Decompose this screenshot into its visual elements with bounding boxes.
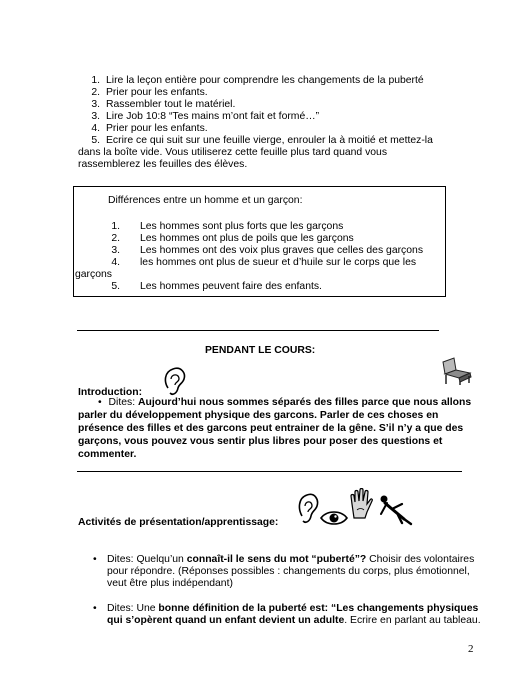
activity-bullet: •	[93, 603, 97, 614]
intro-line: parler du développement physique des garcons. Parler de ces choses en	[78, 410, 439, 421]
intro-line: commenter.	[78, 449, 137, 460]
prep-step: 1. Lire la leçon entière pour comprendre les changements de la puberté	[91, 75, 424, 86]
activities-heading: Activités de présentation/apprentissage:	[78, 517, 279, 528]
activity-item-line: pour répondre. (Réponses possibles : changements du corps, plus émotionnel,	[107, 566, 470, 577]
intro-line: garçons, vous pouvez vous sentir plus libres pour poser des questions et	[78, 436, 443, 447]
prep-step-continuation: rassemblerez les feuilles des élèves.	[78, 159, 248, 170]
intro-paragraph: • Dites: Aujourd’hui nous sommes séparés des filles parce que nous allons	[98, 397, 472, 408]
prep-step: 2. Prier pour les enfants.	[91, 87, 208, 98]
box-title: Différences entre un homme et un garçon:	[108, 195, 303, 206]
ear-icon	[162, 366, 188, 398]
ear-icon	[296, 492, 320, 526]
box-item: 5. Les hommes peuvent faire des enfants.	[111, 281, 322, 292]
activity-item-line: veut être plus indépendant)	[107, 578, 233, 589]
prep-step: 5. Ecrire ce qui suit sur une feuille vierge, enrouler la à moitié et mettez-la	[91, 135, 433, 146]
box-item: 1. Les hommes sont plus forts que les garçons	[111, 221, 344, 232]
activity-item: Dites: Quelqu’un connaît-il le sens du mot “puberté”? Choisir des volontaires	[107, 554, 475, 565]
activity-item: Dites: Une bonne définition de la puberté est: “Les changements physiques	[107, 603, 479, 614]
hand-icon	[348, 488, 374, 520]
box-item: 4. les hommes ont plus de sueur et d’huile sur le corps que les	[111, 257, 417, 268]
stretching-person-icon	[378, 492, 414, 526]
prep-step-continuation: dans la boîte vide. Vous utiliserez cette feuille plus tard quand vous	[78, 147, 388, 158]
activity-item-line: qui s’opèrent quand un enfant devient un adulte. Ecrire en parlant au tableau.	[107, 615, 481, 626]
eye-icon	[319, 509, 349, 527]
page-number: 2	[468, 643, 474, 655]
prep-step: 3. Rassembler tout le matériel.	[91, 99, 236, 110]
intro-heading: Introduction:	[78, 387, 143, 398]
chair-icon	[440, 356, 474, 386]
prep-step: 4. Prier pour les enfants.	[91, 123, 208, 134]
bullet: •	[98, 397, 102, 408]
horizontal-rule	[77, 471, 462, 472]
horizontal-rule	[77, 330, 439, 331]
activity-bullet: •	[93, 554, 97, 565]
prep-step: 3. Lire Job 10:8 “Tes mains m’ont fait et formé…”	[91, 111, 320, 122]
box-item-continuation: garçons	[75, 269, 112, 280]
section-title: PENDANT LE COURS:	[205, 345, 316, 356]
intro-line: présence des filles et des garcons peut entrainer de la gêne. S’il n’y a que des	[78, 423, 464, 434]
box-item: 3. Les hommes ont des voix plus graves que celles des garçons	[111, 245, 424, 256]
box-item: 2. Les hommes ont plus de poils que les garçons	[111, 233, 354, 244]
